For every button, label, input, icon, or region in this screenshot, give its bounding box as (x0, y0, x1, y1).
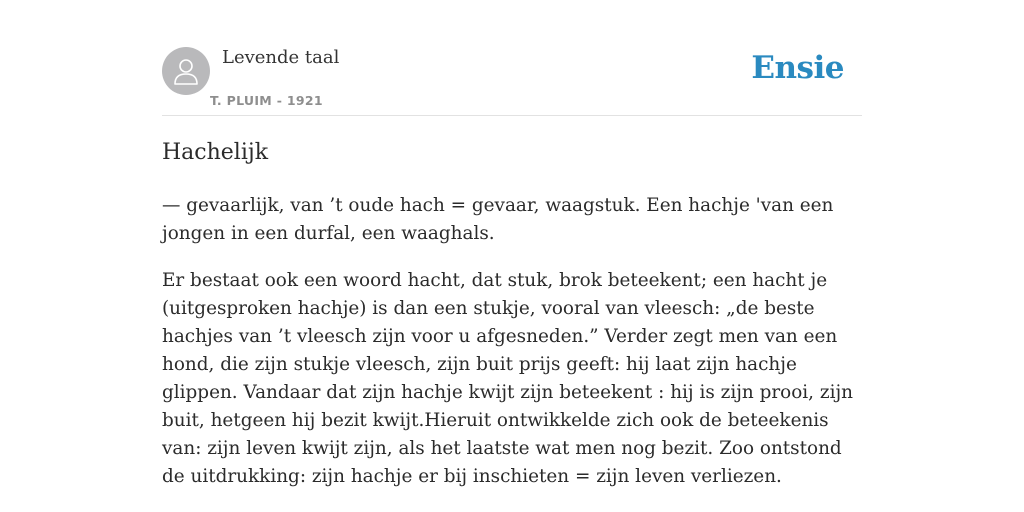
entry-content (162, 192, 866, 510)
entry-paragraph: Er bestaat ook een woord hacht, dat stuk, brok beteekent; een hacht je (uitgesproken hachje) is dan een stukje, vooral van vleesch: „de beste hachjes van ’t vleesch zijn voor u afgesneden.” Verder zegt men van een hond, die zijn stukje vleesch, zijn buit prijs geeft: hij laat zijn hachje glippen. Vandaar dat zijn hachje kwijt zijn beteekent : hij is zijn prooi, zijn buit, hetgeen hij bezit kwijt.Hieruit ontwikkelde zich ook de beteekenis van: zijn leven kwijt zijn, als het laatste wat men nog bezit. Zoo ontstond de uitdrukking: zijn hachje er bij inschieten = zijn leven verliezen. (162, 270, 853, 487)
entry-title: Hachelijk (162, 140, 269, 165)
ensie-logo[interactable]: Ensie (751, 50, 844, 86)
user-icon (172, 56, 200, 86)
source-header (162, 46, 862, 116)
source-meta: T. PLUIM - 1921 (210, 93, 323, 108)
source-title[interactable]: Levende taal (222, 47, 340, 68)
source-avatar[interactable] (162, 47, 210, 95)
entry-paragraph: — gevaarlijk, van ’t oude hach = gevaar, waagstuk. Een hachje 'van een jongen in een durfal, een waaghals. (162, 195, 834, 244)
